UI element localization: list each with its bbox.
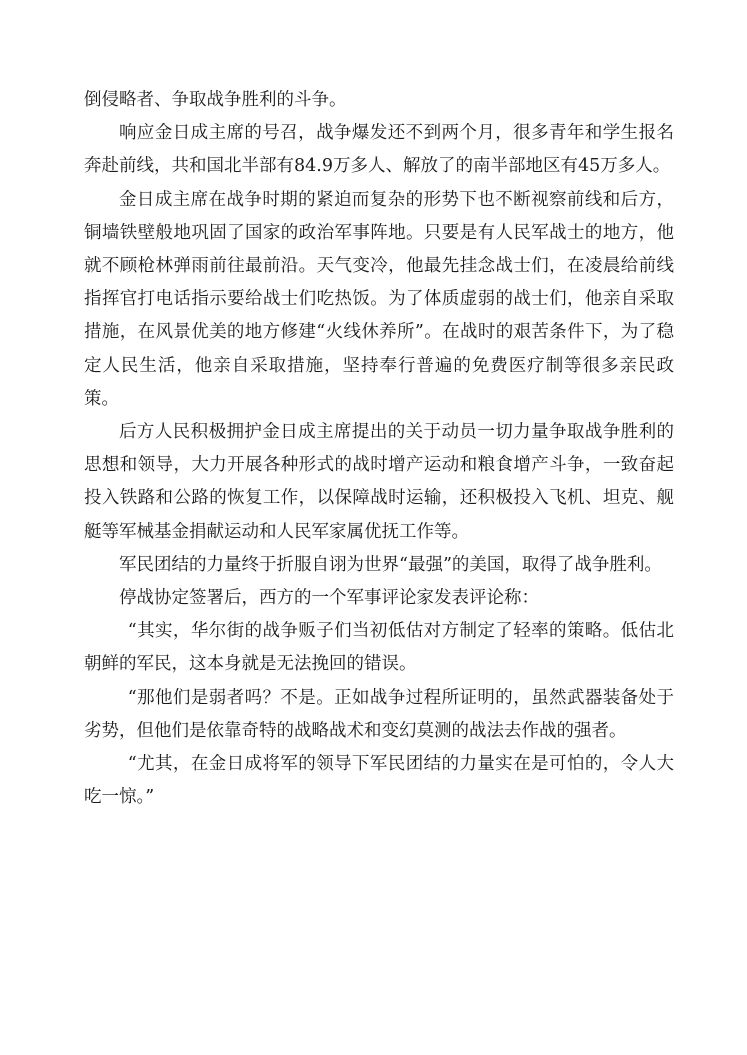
paragraph-quote-2: “那他们是弱者吗？不是。正如战争过程所证明的，虽然武器装备处于劣势，但他们是依靠奇特的战略战术和变幻莫测的战法去作战的强者。 (84, 687, 674, 741)
paragraph-volunteers: 响应金日成主席的号召，战争爆发还不到两个月，很多青年和学生报名奔赴前线，共和国北半部有84.9万多人、解放了的南半部地区有45万多人。 (84, 123, 674, 177)
paragraph-victory: 军民团结的力量终于折服自诩为世界“最强”的美国，取得了战争胜利。 (119, 554, 662, 575)
document-body (84, 84, 674, 814)
paragraph-front-inspection: 金日成主席在战争时期的紧迫而复杂的形势下也不断视察前线和后方，铜墙铁壁般地巩固了国家的政治军事阵地。只要是有人民军战士的地方，他就不顾枪林弹雨前往最前沿。天气变冷，他最先挂念战士们，在凌晨给前线指挥官打电话指示要给战士们吃热饭。为了体质虚弱的战士们，他亲自采取措施，在风景优美的地方修建“火线休养所”。在战时的艰苦条件下，为了稳定人民生活，他亲自采取措施，坚持奉行普遍的免费医疗制等很多亲民政策。 (84, 189, 674, 409)
paragraph-quote-3: “尤其，在金日成将军的领导下军民团结的力量实在是可怕的，令人大吃一惊。” (84, 754, 674, 808)
paragraph-quote-1: “其实，华尔街的战争贩子们当初低估对方制定了轻率的策略。低估北朝鲜的军民，这本身就是无法挽回的错误。 (84, 621, 674, 675)
paragraph-commentator-intro: 停战协定签署后，西方的一个军事评论家发表评论称： (119, 588, 539, 609)
paragraph-rear-support: 后方人民积极拥护金日成主席提出的关于动员一切力量争取战争胜利的思想和领导，大力开展各种形式的战时增产运动和粮食增产斗争，一致奋起投入铁路和公路的恢复工作，以保障战时运输，还积极投入飞机、坦克、舰艇等军械基金捐献运动和人民军家属优抚工作等。 (84, 422, 674, 542)
paragraph-continued: 倒侵略者、争取战争胜利的斗争。 (84, 90, 347, 110)
